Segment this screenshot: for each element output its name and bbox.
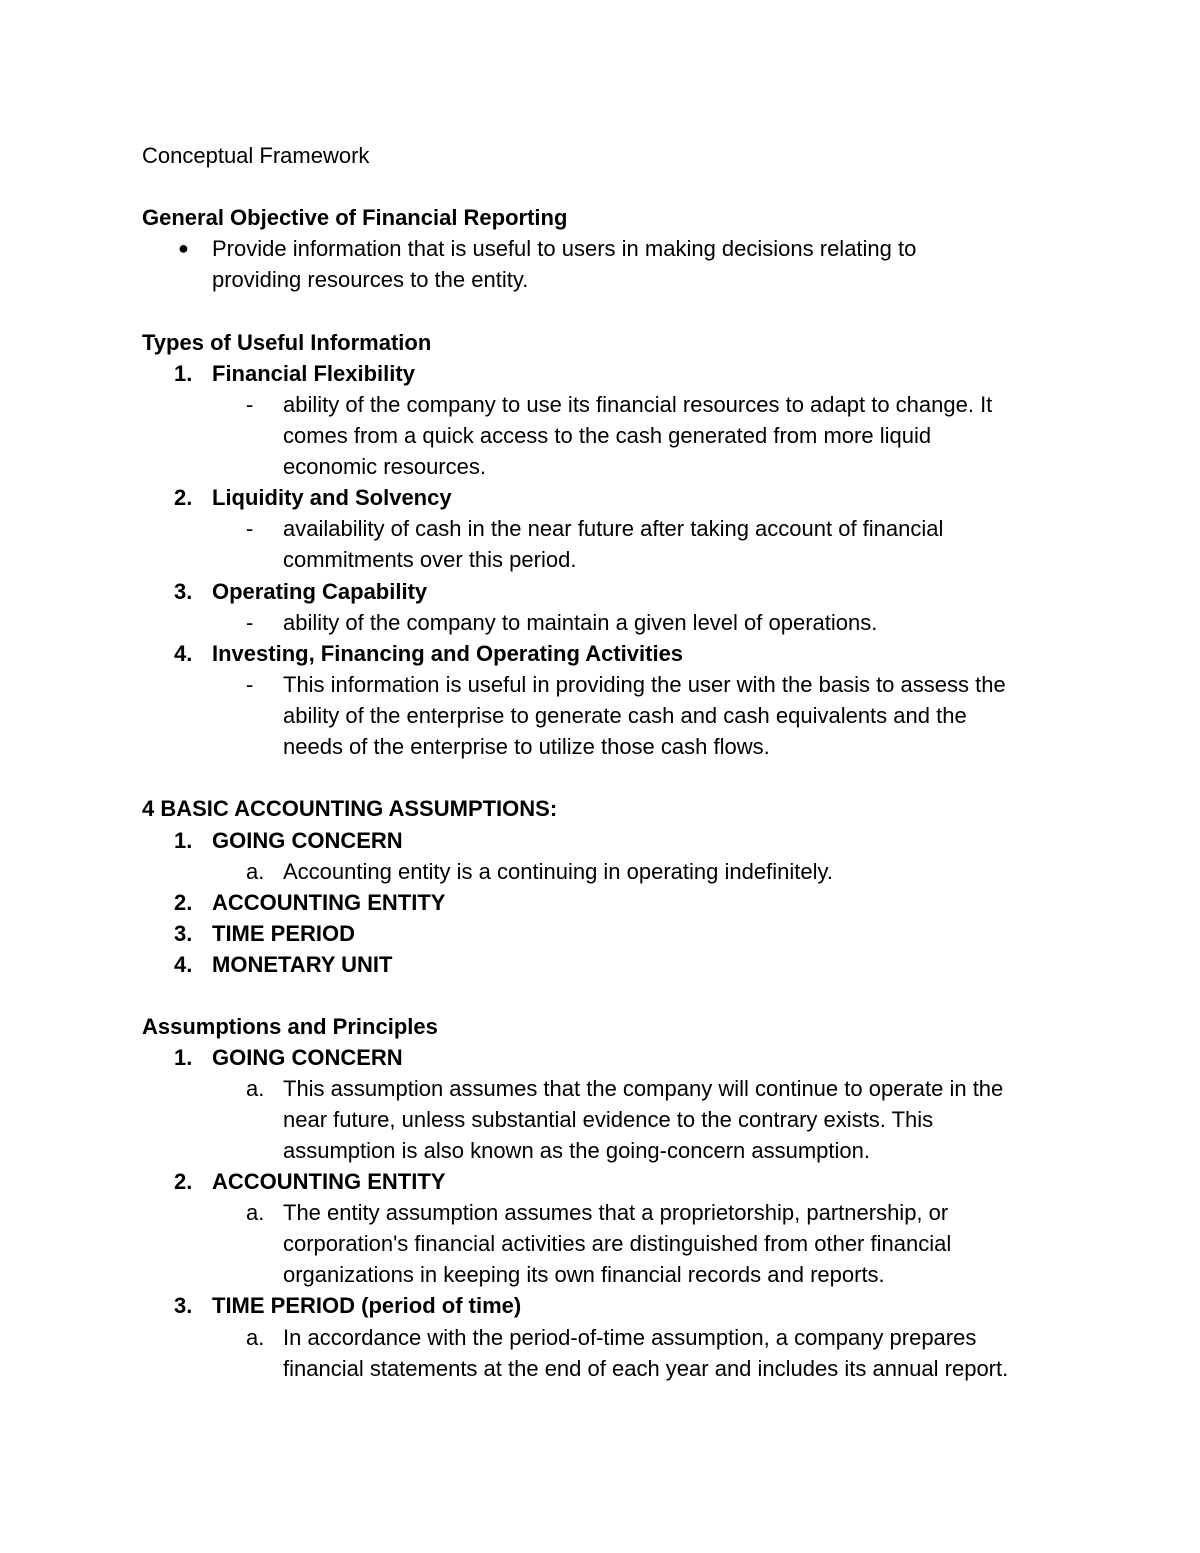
list-number: 2.: [174, 1169, 193, 1194]
useful-info-item-line: commitments over this period.: [283, 547, 577, 572]
useful-info-item-line: comes from a quick access to the cash generated from more liquid: [283, 423, 932, 448]
objective-bullet-line: providing resources to the entity.: [212, 267, 529, 292]
useful-info-item-line: ability of the company to maintain a given level of operations.: [283, 610, 878, 635]
principle-title: ACCOUNTING ENTITY: [212, 1169, 446, 1194]
list-number: 3.: [174, 1293, 193, 1318]
principle-line: near future, unless substantial evidence to the contrary exists. This: [283, 1107, 934, 1132]
principle-line: assumption is also known as the going-concern assumption.: [283, 1138, 870, 1163]
list-number: 4.: [174, 952, 193, 977]
principle-line: The entity assumption assumes that a proprietorship, partnership, or: [283, 1200, 949, 1225]
dash-marker: -: [246, 516, 254, 541]
basic-assumption-title: MONETARY UNIT: [212, 952, 393, 977]
list-number: 2.: [174, 890, 193, 915]
letter-marker: a.: [246, 1076, 265, 1101]
basic-assumption-title: TIME PERIOD: [212, 921, 356, 946]
dash-marker: -: [246, 672, 254, 697]
principle-line: financial statements at the end of each year and includes its annual report.: [283, 1356, 1009, 1381]
bullet-marker: ●: [178, 238, 189, 258]
principle-line: organizations in keeping its own financial records and reports.: [283, 1262, 885, 1287]
list-number: 1.: [174, 828, 193, 853]
useful-info-item-line: needs of the enterprise to utilize those cash flows.: [283, 734, 770, 759]
basic-assumption-line: Accounting entity is a continuing in operating indefinitely.: [283, 859, 833, 884]
useful-info-item-line: This information is useful in providing the user with the basis to assess the: [283, 672, 1006, 697]
letter-marker: a.: [246, 1200, 265, 1225]
basic-assumption-title: GOING CONCERN: [212, 828, 403, 853]
basic-assumption-title: ACCOUNTING ENTITY: [212, 890, 446, 915]
principle-line: corporation's financial activities are distinguished from other financial: [283, 1231, 952, 1256]
letter-marker: a.: [246, 1325, 265, 1350]
list-number: 1.: [174, 361, 193, 386]
useful-info-item-title: Investing, Financing and Operating Activities: [212, 641, 684, 666]
list-number: 2.: [174, 485, 193, 510]
principle-title: GOING CONCERN: [212, 1045, 403, 1070]
useful-info-item-title: Operating Capability: [212, 579, 428, 604]
useful-info-item-title: Liquidity and Solvency: [212, 485, 452, 510]
principle-title: TIME PERIOD (period of time): [212, 1293, 522, 1318]
objective-bullet-line: Provide information that is useful to users in making decisions relating to: [212, 236, 917, 261]
letter-marker: a.: [246, 859, 265, 884]
list-number: 1.: [174, 1045, 193, 1070]
useful-info-item-line: ability of the enterprise to generate cash and cash equivalents and the: [283, 703, 967, 728]
useful-info-item-line: ability of the company to use its financial resources to adapt to change. It: [283, 392, 993, 417]
dash-marker: -: [246, 610, 254, 635]
useful-info-item-title: Financial Flexibility: [212, 361, 415, 386]
assumptions-principles-heading: Assumptions and Principles: [142, 1014, 438, 1039]
list-number: 3.: [174, 579, 193, 604]
objective-heading: General Objective of Financial Reporting: [142, 205, 568, 230]
useful-info-item-line: economic resources.: [283, 454, 486, 479]
useful-info-heading: Types of Useful Information: [142, 330, 432, 355]
list-number: 3.: [174, 921, 193, 946]
document-title: Conceptual Framework: [142, 143, 370, 168]
principle-line: This assumption assumes that the company will continue to operate in the: [283, 1076, 1004, 1101]
useful-info-item-line: availability of cash in the near future after taking account of financial: [283, 516, 944, 541]
basic-assumptions-heading: 4 BASIC ACCOUNTING ASSUMPTIONS:: [142, 796, 558, 821]
list-number: 4.: [174, 641, 193, 666]
principle-line: In accordance with the period-of-time assumption, a company prepares: [283, 1325, 977, 1350]
dash-marker: -: [246, 392, 254, 417]
